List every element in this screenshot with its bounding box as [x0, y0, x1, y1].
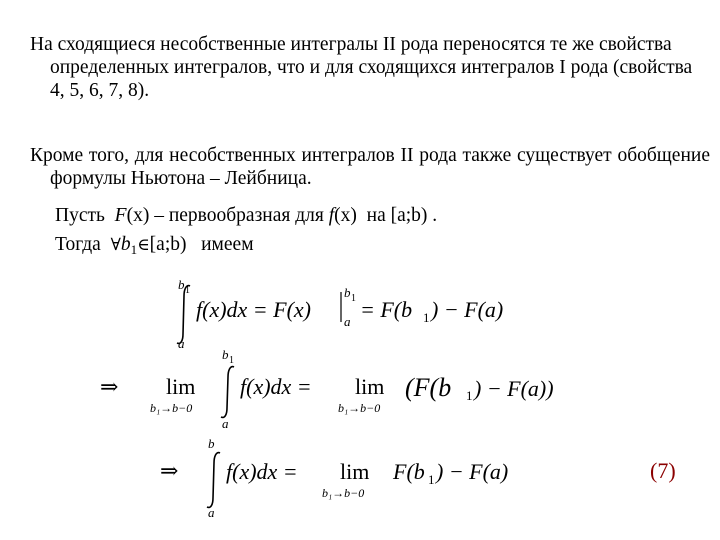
- f3-upper-limit: b: [208, 436, 215, 451]
- f2-integral-sign: [221, 367, 234, 418]
- f1-bar-lower: a: [344, 314, 351, 329]
- let-mid: – первообразная для: [149, 205, 329, 226]
- function-arg: (x): [334, 205, 357, 226]
- antiderivative-symbol: F: [114, 205, 127, 226]
- f2-rhs-tail: ) − F(a)): [474, 376, 554, 401]
- f3-rhs: F(b: [393, 459, 425, 484]
- f1-upper-limit-sub: 1: [185, 285, 190, 296]
- formula-3: [160, 436, 676, 520]
- let-end: .: [432, 205, 438, 226]
- f1-integrand: f(x)dx = F(x): [196, 297, 311, 322]
- f1-bar-upper: b: [344, 285, 351, 300]
- generalization-text: Кроме того, для несобственных интегралов II рода также существует обобщение формулы Ньютона – Лейбница.: [30, 145, 710, 189]
- f1-rhs-sub: 1: [423, 310, 430, 325]
- f1-rhs-tail: ) − F(a): [431, 297, 504, 322]
- let-on: на: [366, 205, 386, 226]
- f2-rhs: (F(b: [405, 373, 452, 402]
- f3-lim-sub: b₁→b−0: [322, 486, 365, 500]
- f2-upper-limit: b: [222, 347, 229, 362]
- f2-lim-sub: b₁→b−0: [150, 401, 193, 415]
- f2-implies: ⇒: [100, 374, 119, 399]
- f2-rhs-sub: 1: [466, 388, 473, 403]
- f2-lim2-sub: b₁→b−0: [338, 401, 381, 415]
- f3-integrand: f(x)dx =: [226, 459, 298, 484]
- then-interval: [a;b): [149, 234, 187, 255]
- let-interval: [a;b): [390, 205, 428, 226]
- let-lead: Пусть: [55, 205, 105, 226]
- f3-integral-sign: [207, 453, 220, 508]
- f3-rhs-tail: ) − F(a): [436, 459, 509, 484]
- f2-lim2: lim: [355, 374, 385, 399]
- f3-rhs-sub: 1: [428, 472, 435, 487]
- f2-integrand: f(x)dx =: [240, 374, 312, 399]
- then-var-sub: 1: [130, 242, 138, 257]
- element-of-symbol: ∈: [137, 235, 150, 255]
- formula-1: [177, 277, 503, 351]
- f1-rhs: = F(b: [360, 297, 413, 322]
- then-var: b: [120, 234, 131, 255]
- f2-lower-limit: a: [222, 416, 229, 431]
- then-lead: Тогда: [55, 234, 101, 255]
- antiderivative-arg: (x): [126, 205, 150, 226]
- function-symbol: f: [328, 205, 335, 226]
- formula-2: [100, 347, 554, 431]
- f3-implies: ⇒: [160, 458, 179, 483]
- f2-upper-limit-sub: 1: [229, 355, 234, 366]
- f3-lim: lim: [340, 459, 370, 484]
- forall-symbol: ∀: [110, 235, 121, 255]
- f2-lim: lim: [166, 374, 196, 399]
- f1-bar-upper-sub: 1: [351, 293, 356, 304]
- f1-upper-limit: b: [178, 277, 185, 292]
- intro-text: На сходящиеся несобственные интегралы II рода переносятся те же свойства определенных интегралов, что и для сходящихся интегралов I рода (свойства 4, 5, 6, 7, 8).: [30, 34, 693, 101]
- f3-lower-limit: a: [208, 505, 215, 520]
- then-tail: имеем: [201, 234, 254, 255]
- f1-lower-limit: a: [178, 336, 185, 351]
- equation-number: (7): [650, 458, 676, 483]
